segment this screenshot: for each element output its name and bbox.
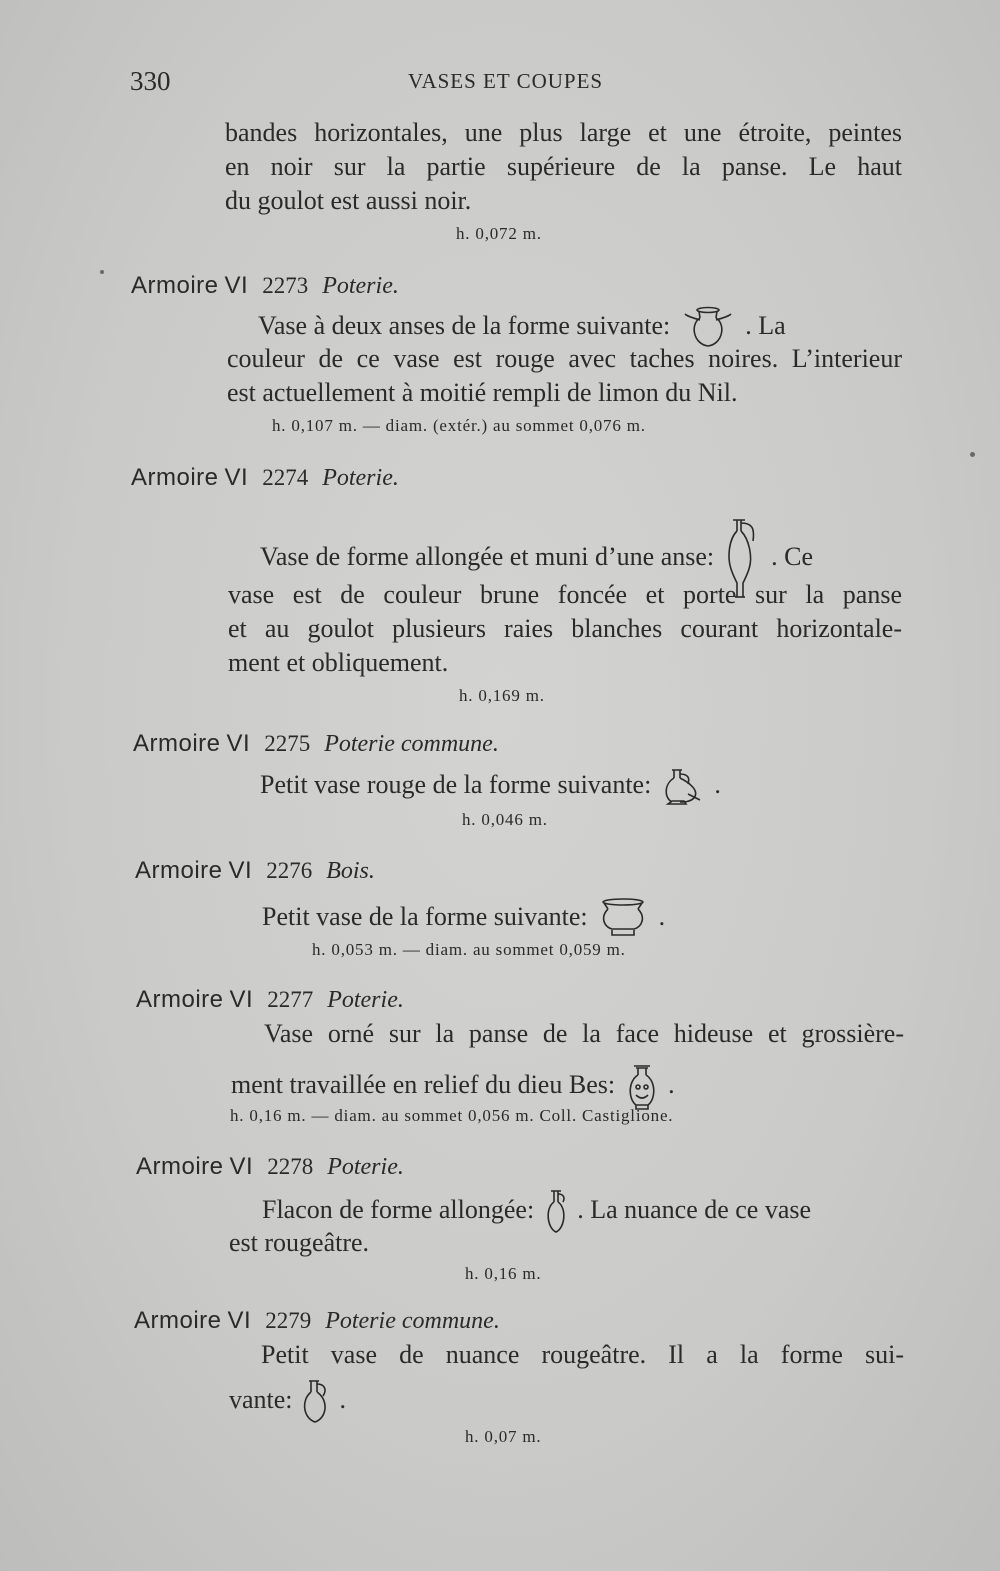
entry-line <box>229 1378 346 1426</box>
armoire-label: Armoire <box>131 272 219 299</box>
text-line: en noir sur la partie supérieure de la panse. Le haut <box>225 152 902 181</box>
material-label: Bois. <box>326 858 375 884</box>
catalog-number: 2278 <box>267 1154 314 1179</box>
material-label: Poterie. <box>327 987 404 1013</box>
measurement: h. 0,07 m. <box>465 1427 542 1446</box>
material-label: Poterie commune. <box>324 731 499 757</box>
entry-line <box>262 897 665 941</box>
armoire-number: VI <box>224 464 249 491</box>
armoire-number: VI <box>229 986 254 1013</box>
armoire-number: VI <box>226 730 251 757</box>
small-jug-icon <box>660 766 706 808</box>
entry-text: . <box>658 901 666 931</box>
bowl-vase-icon <box>598 897 648 941</box>
armoire-label: Armoire <box>136 986 224 1013</box>
entry-line: est actuellement à moitié rempli de limon du Nil. <box>227 378 738 407</box>
armoire-number: VI <box>227 1307 252 1334</box>
entry-text: . <box>668 1069 675 1099</box>
catalog-number: 2274 <box>262 465 309 490</box>
entry-line <box>231 1063 675 1111</box>
armoire-label: Armoire <box>136 1153 224 1180</box>
armoire-number: VI <box>224 272 249 299</box>
entry-text: . La nuance de ce vase <box>577 1194 812 1224</box>
entry-text: Flacon de forme allongée: <box>262 1194 535 1224</box>
armoire-label: Armoire <box>131 464 219 491</box>
entry-heading <box>136 1153 404 1181</box>
entry-heading <box>134 1307 500 1335</box>
measurement: h. 0,16 m. <box>465 1264 542 1283</box>
paper-speck <box>100 270 104 274</box>
entry-line: couleur de ce vase est rouge avec taches noires. L’interieur <box>227 344 902 373</box>
material-label: Poterie. <box>322 465 399 491</box>
entry-text: . <box>714 769 721 799</box>
catalog-number: 2273 <box>262 273 309 298</box>
entry-heading <box>135 857 375 885</box>
entry-text: Vase de forme allongée et muni d’une anse: <box>260 541 715 571</box>
material-label: Poterie. <box>322 273 399 299</box>
measurement: h. 0,16 m. — diam. au sommet 0,056 m. Coll. Castiglione. <box>230 1106 674 1125</box>
entry-text: vante: <box>229 1384 293 1414</box>
armoire-number: VI <box>229 1153 254 1180</box>
armoire-number: VI <box>228 857 253 884</box>
entry-text: Petit vase de la forme suivante: <box>262 901 588 931</box>
paper-speck <box>970 452 975 457</box>
entry-heading <box>131 272 399 300</box>
flask-icon <box>543 1188 569 1236</box>
entry-text: Vase à deux anses de la forme suivante: <box>258 310 671 340</box>
entry-heading <box>131 464 399 492</box>
catalog-number: 2275 <box>264 731 311 756</box>
catalog-number: 2276 <box>266 858 313 883</box>
catalog-number: 2279 <box>265 1308 312 1333</box>
entry-line: Vase orné sur la panse de la face hideuse et grossière- <box>264 1019 904 1048</box>
entry-text: . La <box>745 310 786 340</box>
text-line: bandes horizontales, une plus large et une étroite, peintes <box>225 118 902 147</box>
text-line: du goulot est aussi noir. <box>225 186 472 215</box>
armoire-label: Armoire <box>135 857 223 884</box>
measurement: h. 0,107 m. — diam. (extér.) au sommet 0,076 m. <box>272 416 646 435</box>
entry-line: et au goulot plusieurs raies blanches courant horizontale- <box>228 614 902 643</box>
armoire-label: Armoire <box>133 730 221 757</box>
entry-text: Petit vase rouge de la forme suivante: <box>260 769 652 799</box>
running-title: VASES ET COUPES <box>408 69 604 93</box>
entry-line: Petit vase de nuance rougeâtre. Il a la forme sui- <box>261 1340 904 1369</box>
entry-text: . <box>339 1384 347 1414</box>
entry-line: est rougeâtre. <box>229 1228 370 1257</box>
measurement: h. 0,169 m. <box>459 686 545 705</box>
entry-text: . Ce <box>771 541 814 571</box>
measurement: h. 0,046 m. <box>462 810 548 829</box>
entry-line: ment et obliquement. <box>228 648 449 677</box>
entry-heading <box>136 986 404 1014</box>
material-label: Poterie. <box>327 1154 404 1180</box>
entry-heading <box>133 730 499 758</box>
armoire-label: Armoire <box>134 1307 222 1334</box>
material-label: Poterie commune. <box>325 1308 500 1334</box>
entry-line <box>260 766 721 808</box>
measurement: h. 0,053 m. — diam. au sommet 0,059 m. <box>312 940 626 959</box>
catalog-number: 2277 <box>267 987 314 1012</box>
entry-line: vase est de couleur brune foncée et porte sur la panse <box>228 580 902 609</box>
measurement: h. 0,072 m. <box>456 224 542 243</box>
jug-icon <box>301 1378 331 1426</box>
bes-vase-icon <box>624 1063 660 1111</box>
page-number: 330 <box>130 66 171 96</box>
entry-text: ment travaillée en relief du dieu Bes: <box>231 1069 616 1099</box>
